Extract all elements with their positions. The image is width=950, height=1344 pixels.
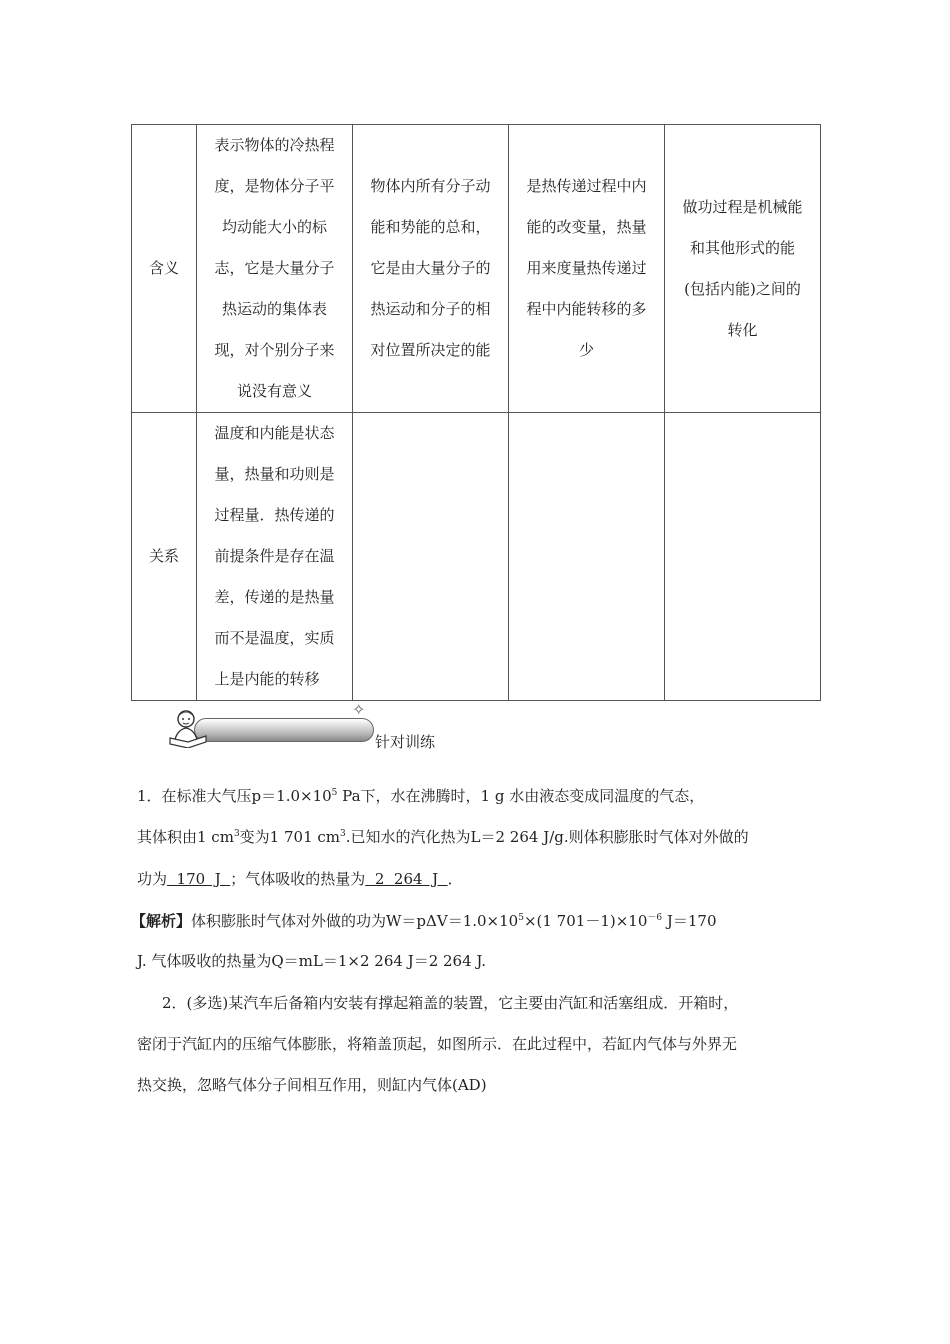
cell-line: 能的改变量，热量 [526, 218, 647, 236]
cell-line: 能和势能的总和， [370, 218, 491, 236]
question-1-line-1: 1．在标准大气压$p=1.0\times 10^5$ Pa下，水在沸腾时，1 g 水由液态变成同温度的气态， [137, 787, 705, 805]
section-title: 针对训练 [375, 733, 436, 751]
cell-temperature-meaning [197, 125, 353, 413]
banner-bar [194, 718, 374, 742]
cell-line: 前提条件是存在温 [214, 547, 335, 565]
question-1-line-3: 功为 170 J ；气体吸收的热量为 2 264 J ． [137, 870, 463, 888]
cell-empty [665, 413, 821, 701]
cell-line: 志，它是大量分子 [214, 259, 335, 277]
question-2-line-1: 2．(多选)某汽车后备箱内安装有撑起箱盖的装置，它主要由汽缸和活塞组成．开箱时， [162, 994, 739, 1012]
sparkle-icon: ✧ [352, 700, 366, 719]
cell-line: 度，是物体分子平 [214, 177, 335, 195]
analysis-line-1: 【解析】体积膨胀时气体对外做的功为$W=p\Delta V=1.0\times 10^5\times(1$ $701-1)\times 10^{-6}$ J＝170 [131, 912, 717, 930]
cell-internal-energy-meaning [353, 125, 509, 413]
answer-blank-heat: 2 264 J [365, 870, 448, 888]
cell-line: 量，热量和功则是 [214, 465, 335, 483]
cell-line: 对位置所决定的能 [370, 341, 491, 359]
cell-line: 热运动的集体表 [221, 300, 327, 318]
cell-line: 说没有意义 [236, 382, 312, 400]
cell-line: 是热传递过程中内 [526, 177, 647, 195]
cell-line: 和其他形式的能 [689, 238, 795, 257]
question-2-line-2: 密闭于汽缸内的压缩气体膨胀，将箱盖顶起，如图所示．在此过程中，若缸内气体与外界无 [137, 1035, 738, 1053]
cell-line: 物体内所有分子动 [370, 177, 491, 195]
cell-line: 差，传递的是热量 [214, 588, 335, 606]
question-2-line-3: 热交换，忽略气体分子间相互作用，则缸内气体(AD) [137, 1076, 487, 1094]
table-row-relation [132, 413, 821, 701]
cell-line: 做功过程是机械能 [682, 197, 803, 216]
cell-empty [509, 413, 665, 701]
cell-line: 均动能大小的标 [221, 218, 327, 236]
analysis-tag: 【解析】 [131, 912, 192, 930]
cell-line: (包括内能)之间的 [684, 279, 801, 298]
cell-empty [353, 413, 509, 701]
cell-line: 表示物体的冷热程 [214, 136, 335, 154]
section-banner [166, 700, 376, 744]
cell-line: 而不是温度，实质 [214, 629, 335, 647]
cell-line: 转化 [727, 320, 758, 339]
cell-line: 上是内能的转移 [214, 670, 320, 688]
row-header-relation: 关系 [132, 413, 197, 701]
table-row-meaning [132, 125, 821, 413]
cell-line: 程中内能转移的多 [526, 300, 647, 318]
cell-line: 温度和内能是状态 [214, 424, 335, 442]
cell-line: 过程量．热传递的 [214, 506, 335, 524]
cell-line: 少 [578, 341, 594, 359]
cell-heat-meaning [509, 125, 665, 413]
cell-line: 用来度量热传递过 [526, 259, 647, 277]
reading-boy-icon [166, 708, 208, 748]
cell-line: 热运动和分子的相 [370, 300, 491, 318]
cell-relation-text [197, 413, 353, 701]
question-1-line-2: 其体积由1 $cm^3$变为1 701 $cm^3$.已知水的汽化热为L＝2 264 J/g.则体积膨胀时气体对外做的 [137, 828, 749, 846]
cell-line: 现，对个别分子来 [214, 341, 335, 359]
row-header-meaning: 含义 [132, 125, 197, 413]
cell-line: 它是由大量分子的 [370, 259, 491, 277]
answer-blank-work: 170 J [167, 870, 231, 888]
cell-work-meaning [665, 125, 821, 413]
analysis-line-2: J. 气体吸收的热量为Q＝mL＝1×2 264 J＝2 264 J. [137, 952, 487, 970]
comparison-table [131, 124, 821, 701]
